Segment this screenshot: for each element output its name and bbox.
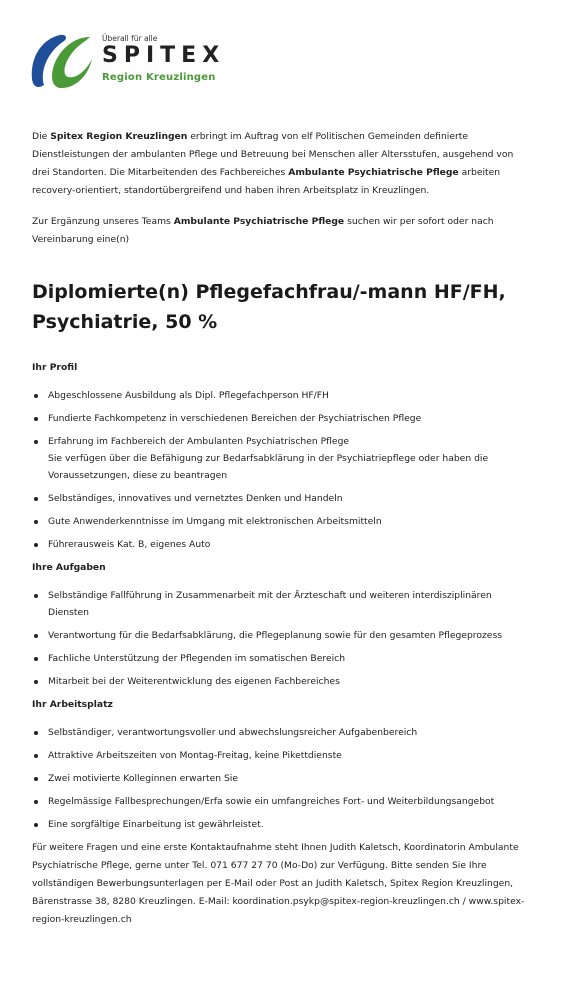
list-item: Abgeschlossene Ausbildung als Dipl. Pflegefachperson HF/FH <box>32 387 532 404</box>
list-item: Fachliche Unterstützung der Pflegenden im somatischen Bereich <box>32 650 532 667</box>
team-name: Ambulante Psychiatrische Pflege <box>173 216 345 227</box>
spitex-logo <box>30 30 230 90</box>
department-name: Ambulante Psychiatrische Pflege <box>288 167 459 178</box>
org-name: Spitex Region Kreuzlingen <box>50 131 188 142</box>
aufgaben-list <box>32 587 532 690</box>
list-item: Zwei motivierte Kolleginnen erwarten Sie <box>32 770 532 787</box>
logo-brand: SPITEX <box>102 43 226 68</box>
profil-list <box>32 387 532 553</box>
job-title: Diplomierte(n) Pflegefachfrau/-mann HF/FH, Psychiatrie, 50 % <box>32 281 506 333</box>
list-item: Führerausweis Kat. B, eigenes Auto <box>32 536 532 553</box>
logo-region: Region Kreuzlingen <box>102 72 216 83</box>
list-item: Erfahrung im Fachbereich der Ambulanten Psychiatrischen Pflege Sie verfügen über die Befähigung zur Bedarfsabklärung in der Psychiatriepflege oder haben die Voraussetzungen, diese zu beantragen <box>32 433 532 484</box>
contact-paragraph: Für weitere Fragen und eine erste Kontaktaufnahme steht Ihnen Judith Kaletsch, Koordinatorin Ambulante Psychiatrische Pflege, gerne unter Tel. 071 677 27 70 (Mo-Do) zur Verfügung. Bitte senden Sie Ihre vollständigen Bewerbungsunterlagen per E-Mail oder Post an Judith Kaletsch, Spitex Region Kreuzlingen, Bärenstrasse 38, 8280 Kreuzlingen. E-Mail: koordination.psykp@spitex-region-kreuzlingen.ch / www.spitex-region-kreuzlingen.ch <box>32 842 525 925</box>
logo-tagline: Überall für alle <box>102 34 158 43</box>
list-item: Eine sorgfältige Einarbeitung ist gewährleistet. <box>32 816 532 833</box>
list-item-detail: Sie verfügen über die Befähigung zur Bedarfsabklärung in der Psychiatriepflege oder haben die Voraussetzungen, diese zu beantragen <box>48 453 489 481</box>
spitex-logo-mark-icon <box>30 33 94 89</box>
intro-paragraph: Die Spitex Region Kreuzlingen erbringt im Auftrag von elf Politischen Gemeinden definierte Dienstleistungen der ambulanten Pflege und Betreuung bei Menschen aller Altersstufen, ausgehend von drei Standorten. Die Mitarbeitenden des Fachbereiches Ambulante Psychiatrische Pflege arbeiten recovery-orientiert, standortübergreifend und haben ihren Arbeitsplatz in Kreuzlingen. <box>32 131 514 196</box>
list-item: Selbständige Fallführung in Zusammenarbeit mit der Ärzteschaft und weiteren interdisziplinären Diensten <box>32 587 532 621</box>
list-item: Fundierte Fachkompetenz in verschiedenen Bereichen der Psychiatrischen Pflege <box>32 410 532 427</box>
list-item: Verantwortung für die Bedarfsabklärung, die Pflegeplanung sowie für den gesamten Pflegeprozess <box>32 627 532 644</box>
list-item: Gute Anwenderkenntnisse im Umgang mit elektronischen Arbeitsmitteln <box>32 513 532 530</box>
search-paragraph: Zur Ergänzung unseres Teams Ambulante Psychiatrische Pflege suchen wir per sofort oder nach Vereinbarung eine(n) <box>32 216 494 245</box>
arbeitsplatz-list <box>32 724 532 833</box>
section-heading-profil: Ihr Profil <box>32 362 78 373</box>
list-item: Attraktive Arbeitszeiten von Montag-Freitag, keine Pikettdienste <box>32 747 532 764</box>
section-heading-arbeitsplatz: Ihr Arbeitsplatz <box>32 699 113 710</box>
list-item: Selbständiger, verantwortungsvoller und abwechslungsreicher Aufgabenbereich <box>32 724 532 741</box>
section-heading-aufgaben: Ihre Aufgaben <box>32 562 106 573</box>
list-item: Selbständiges, innovatives und vernetztes Denken und Handeln <box>32 490 532 507</box>
job-posting <box>32 128 532 929</box>
list-item: Regelmässige Fallbesprechungen/Erfa sowie ein umfangreiches Fort- und Weiterbildungsangebot <box>32 793 532 810</box>
list-item: Mitarbeit bei der Weiterentwicklung des eigenen Fachbereiches <box>32 673 532 690</box>
